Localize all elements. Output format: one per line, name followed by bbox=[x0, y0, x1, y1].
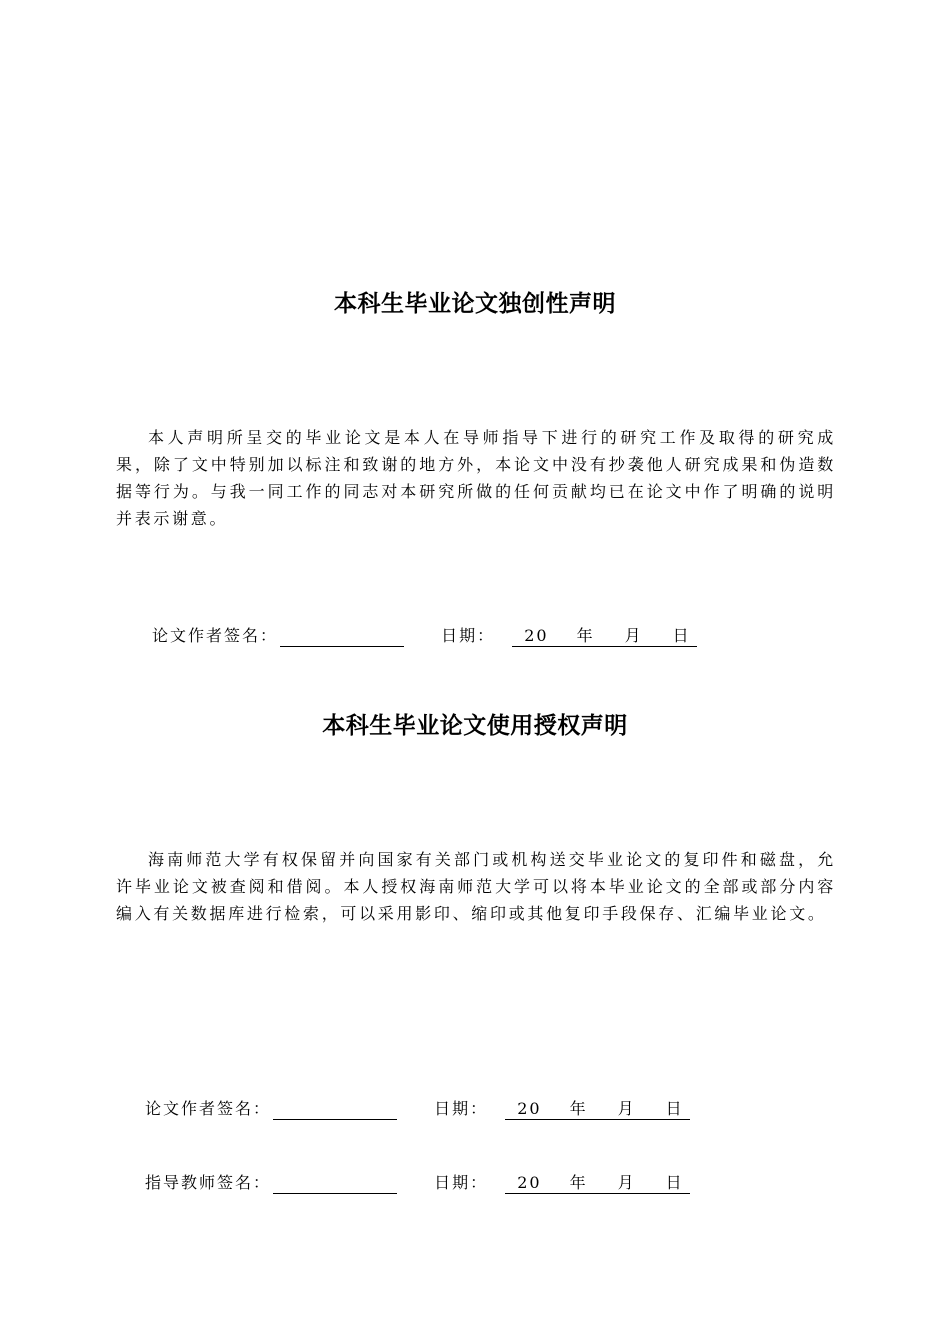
month-unit: 月 bbox=[624, 626, 643, 645]
advisor-signature-row bbox=[145, 1172, 690, 1194]
year-unit: 年 bbox=[569, 1099, 588, 1118]
originality-declaration-text: 本人声明所呈交的毕业论文是本人在导师指导下进行的研究工作及取得的研究成果，除了文中特别加以标注和致谢的地方外，本论文中没有抄袭他人研究成果和伪造数据等行为。与我一同工作的同志对本研究所做的任何贡献均已在论文中作了明确的说明并表示谢意。 bbox=[116, 428, 836, 528]
author-signature-blank[interactable] bbox=[273, 1101, 397, 1120]
author-signature-blank[interactable] bbox=[280, 628, 404, 647]
author-signature-row bbox=[145, 1098, 690, 1120]
author-signature-label: 论文作者签名： bbox=[152, 626, 279, 645]
year-prefix: 20 bbox=[517, 1099, 542, 1118]
authorization-declaration-title: 本科生毕业论文使用授权声明 bbox=[322, 713, 628, 739]
author-signature-row bbox=[152, 625, 697, 647]
originality-declaration-title: 本科生毕业论文独创性声明 bbox=[334, 291, 616, 317]
advisor-signature-blank[interactable] bbox=[273, 1175, 397, 1194]
date-field[interactable] bbox=[512, 626, 696, 647]
day-unit: 日 bbox=[665, 1173, 684, 1192]
date-field[interactable] bbox=[505, 1099, 689, 1120]
date-label: 日期： bbox=[441, 626, 496, 645]
advisor-signature-label: 指导教师签名： bbox=[145, 1173, 272, 1192]
year-unit: 年 bbox=[569, 1173, 588, 1192]
date-label: 日期： bbox=[434, 1173, 489, 1192]
author-signature-label: 论文作者签名： bbox=[145, 1099, 272, 1118]
month-unit: 月 bbox=[617, 1099, 636, 1118]
year-unit: 年 bbox=[576, 626, 595, 645]
year-prefix: 20 bbox=[524, 626, 549, 645]
authorization-declaration-text: 海南师范大学有权保留并向国家有关部门或机构送交毕业论文的复印件和磁盘，允许毕业论文被查阅和借阅。本人授权海南师范大学可以将本毕业论文的全部或部分内容编入有关数据库进行检索，可以采用影印、缩印或其他复印手段保存、汇编毕业论文。 bbox=[116, 850, 836, 923]
year-prefix: 20 bbox=[517, 1173, 542, 1192]
day-unit: 日 bbox=[665, 1099, 684, 1118]
month-unit: 月 bbox=[617, 1173, 636, 1192]
day-unit: 日 bbox=[672, 626, 691, 645]
date-label: 日期： bbox=[434, 1099, 489, 1118]
date-field[interactable] bbox=[505, 1173, 689, 1194]
